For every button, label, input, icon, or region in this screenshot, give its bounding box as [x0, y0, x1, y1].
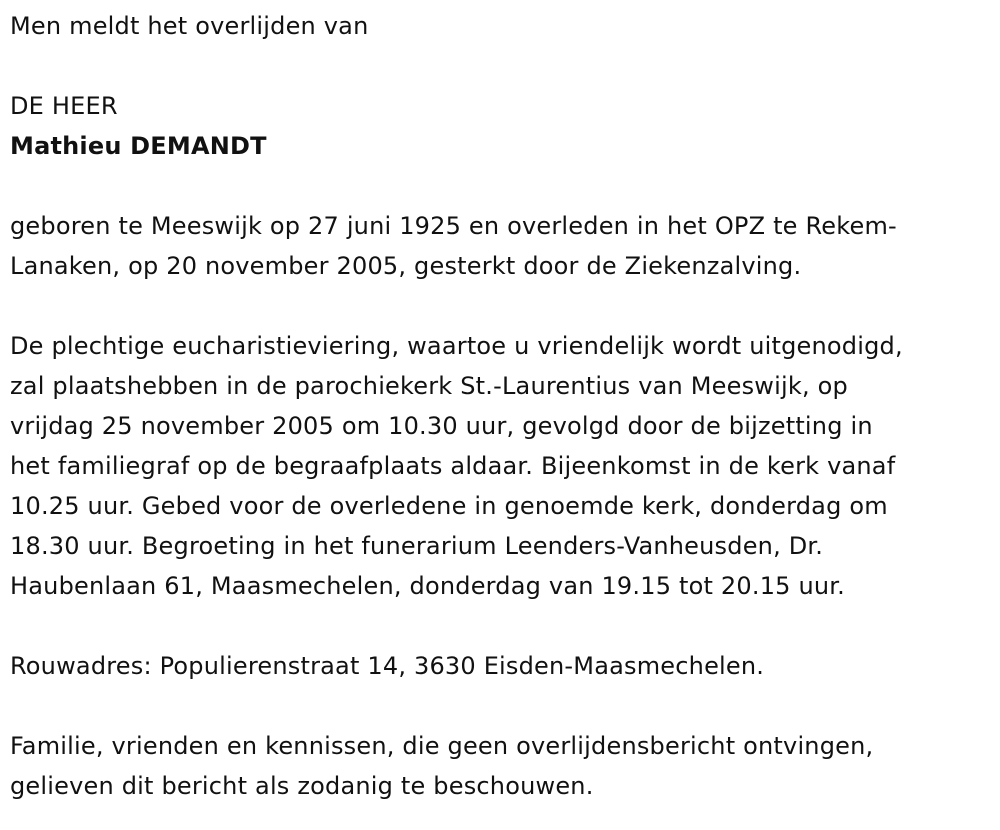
- intro-text: Men meldt het overlijden van: [10, 12, 369, 40]
- spacer: [10, 286, 990, 326]
- paragraph-line: Familie, vrienden en kennissen, die geen overlijdensbericht ontvingen,: [10, 732, 874, 760]
- paragraph-line: gelieven dit bericht als zodanig te beschouwen.: [10, 772, 594, 800]
- spacer: [10, 606, 990, 646]
- paragraph-line: 18.30 uur. Begroeting in het funerarium Leenders-Vanheusden, Dr.: [10, 532, 824, 560]
- ceremony-paragraph: [10, 326, 990, 606]
- mourning-address: Rouwadres: Populierenstraat 14, 3630 Eisden-Maasmechelen.: [10, 652, 765, 680]
- paragraph-line: vrijdag 25 november 2005 om 10.30 uur, gevolgd door de bijzetting in: [10, 412, 873, 440]
- closing-paragraph: [10, 726, 990, 806]
- spacer: [10, 166, 990, 206]
- paragraph-line: Haubenlaan 61, Maasmechelen, donderdag van 19.15 tot 20.15 uur.: [10, 572, 845, 600]
- honorific-title: DE HEER: [10, 92, 118, 120]
- paragraph-line: geboren te Meeswijk op 27 juni 1925 en overleden in het OPZ te Rekem-: [10, 212, 897, 240]
- deceased-name: Mathieu DEMANDT: [10, 132, 267, 160]
- paragraph-line: De plechtige eucharistieviering, waartoe u vriendelijk wordt uitgenodigd,: [10, 332, 903, 360]
- paragraph-line: 10.25 uur. Gebed voor de overledene in genoemde kerk, donderdag om: [10, 492, 888, 520]
- spacer: [10, 686, 990, 726]
- spacer: [10, 46, 990, 86]
- paragraph-line: Lanaken, op 20 november 2005, gesterkt door de Ziekenzalving.: [10, 252, 802, 280]
- birth-death-paragraph: [10, 206, 990, 286]
- paragraph-line: het familiegraf op de begraafplaats aldaar. Bijeenkomst in de kerk vanaf: [10, 452, 896, 480]
- paragraph-line: zal plaatshebben in de parochiekerk St.-Laurentius van Meeswijk, op: [10, 372, 848, 400]
